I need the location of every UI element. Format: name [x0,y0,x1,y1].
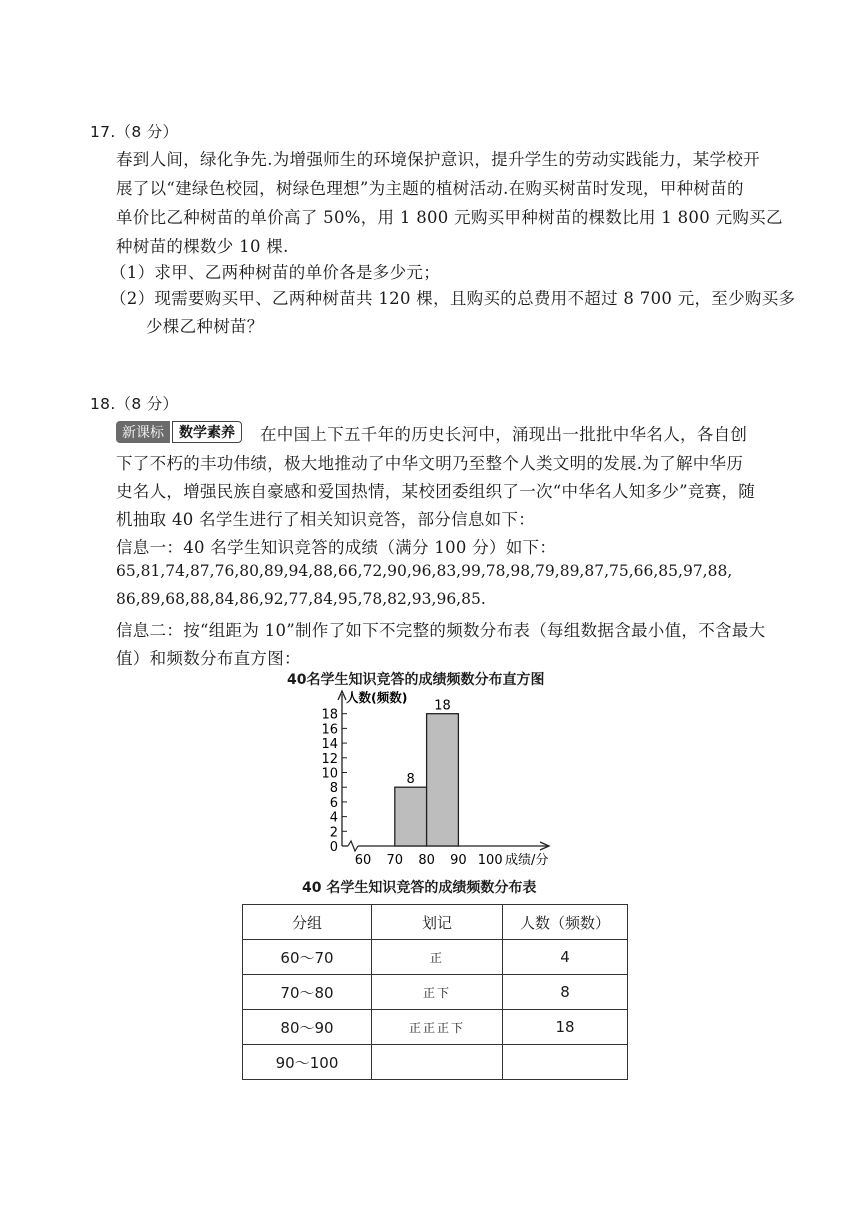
x-axis-label: 成绩/分 [505,853,549,868]
y-tick-label: 16 [321,722,338,738]
cell-tally: 正正正下 [372,1010,503,1045]
histogram-bar [427,714,459,846]
q18-line-3: 史名人，增强民族自豪感和爱国热情，某校团委组织了一次“中华名人知多少”竞赛，随 [116,482,756,501]
cell-count: 8 [503,975,628,1010]
bar-value-label: 8 [406,772,415,788]
y-tick-label: 10 [321,766,338,782]
histogram-bar [395,787,427,846]
table-title: 40 名学生知识竞答的成绩频数分布表 [302,880,537,896]
x-tick-label: 90 [450,853,467,868]
y-tick-label: 12 [321,751,338,767]
x-tick-label: 100 [477,853,503,868]
new-curriculum-tag: 新课标 [116,421,170,443]
q18-scores-line-1: 65,81,74,87,76,80,89,94,88,66,72,90,96,83,99,78,98,79,89,87,75,66,85,97,88, [116,562,733,580]
y-tick-label: 18 [321,707,338,723]
table-header-row [243,905,628,940]
q17-line-4: 种树苗的棵数少 10 棵. [116,237,289,256]
x-tick-label: 70 [386,853,404,868]
y-axis-label: 人数(频数) [346,690,408,705]
q18-line-4: 机抽取 40 名学生进行了相关知识竞答，部分信息如下： [116,510,536,529]
q17-line-1: 春到人间，绿化争先.为增强师生的环境保护意识，提升学生的劳动实践能力，某学校开 [116,150,760,169]
histogram-chart [300,686,600,871]
cell-count: 4 [503,940,628,975]
q18-line-1: 在中国上下五千年的历史长河中，涌现出一批批中华名人，各自创 [260,425,748,444]
cell-group: 60～70 [243,940,372,975]
cell-count: 18 [503,1010,628,1045]
header-tally: 划记 [372,905,503,940]
q18-scores-line-2: 86,89,68,88,84,86,92,77,84,95,78,82,93,96,85. [116,590,486,608]
q17-part-2-line-1: （2）现需要购买甲、乙两种树苗共 120 棵，且购买的总费用不超过 8 700 元，至少购买多 [110,289,796,308]
cell-tally: 正下 [372,975,503,1010]
frequency-table [242,904,628,1080]
q18-info-2: 信息二：按“组距为 10”制作了如下不完整的频数分布表（每组数据含最小值，不含最大 [116,621,766,640]
x-tick-label: 60 [354,853,372,868]
y-tick-label: 6 [329,795,338,811]
q17-part-2-line-2: 少棵乙种树苗？ [146,317,264,336]
header-group: 分组 [243,905,372,940]
q18-number: 18.（8 分） [90,395,179,413]
y-tick-label: 4 [329,810,338,826]
math-literacy-tag: 数学素养 [172,421,242,443]
table-row [243,1045,628,1080]
q18-line-2: 下了不朽的丰功伟绩，极大地推动了中华文明乃至整个人类文明的发展.为了解中华历 [116,454,744,473]
cell-group: 90～100 [243,1045,372,1080]
bar-value-label: 18 [434,698,451,714]
q18-info-1: 信息一：40 名学生知识竞答的成绩（满分 100 分）如下： [116,538,557,557]
header-count: 人数（频数） [503,905,628,940]
cell-count [503,1045,628,1080]
y-tick-label: 0 [329,840,338,855]
q17-line-2: 展了以“建绿色校园，树绿色理想”为主题的植树活动.在购买树苗时发现，甲种树苗的 [116,179,744,198]
table-row [243,975,628,1010]
y-tick-label: 2 [329,825,338,841]
chart-title: 40名学生知识竞答的成绩频数分布直方图 [287,672,545,688]
q17-part-1: （1）求甲、乙两种树苗的单价各是多少元； [110,263,440,282]
cell-tally [372,1045,503,1080]
cell-group: 70～80 [243,975,372,1010]
q17-line-3: 单价比乙种树苗的单价高了 50%，用 1 800 元购买甲种树苗的棵数比用 1 800 元购买乙 [116,208,783,227]
cell-group: 80～90 [243,1010,372,1045]
y-tick-label: 14 [321,737,338,753]
table-row [243,940,628,975]
table-row [243,1010,628,1045]
cell-tally: 正 [372,940,503,975]
x-axis-break [348,841,358,851]
q18-info-2-cont: 值）和频数分布直方图： [116,649,301,668]
x-tick-label: 80 [418,853,435,868]
q18-tags [116,421,242,443]
q17-number: 17.（8 分） [90,123,179,141]
y-tick-label: 8 [329,781,338,797]
